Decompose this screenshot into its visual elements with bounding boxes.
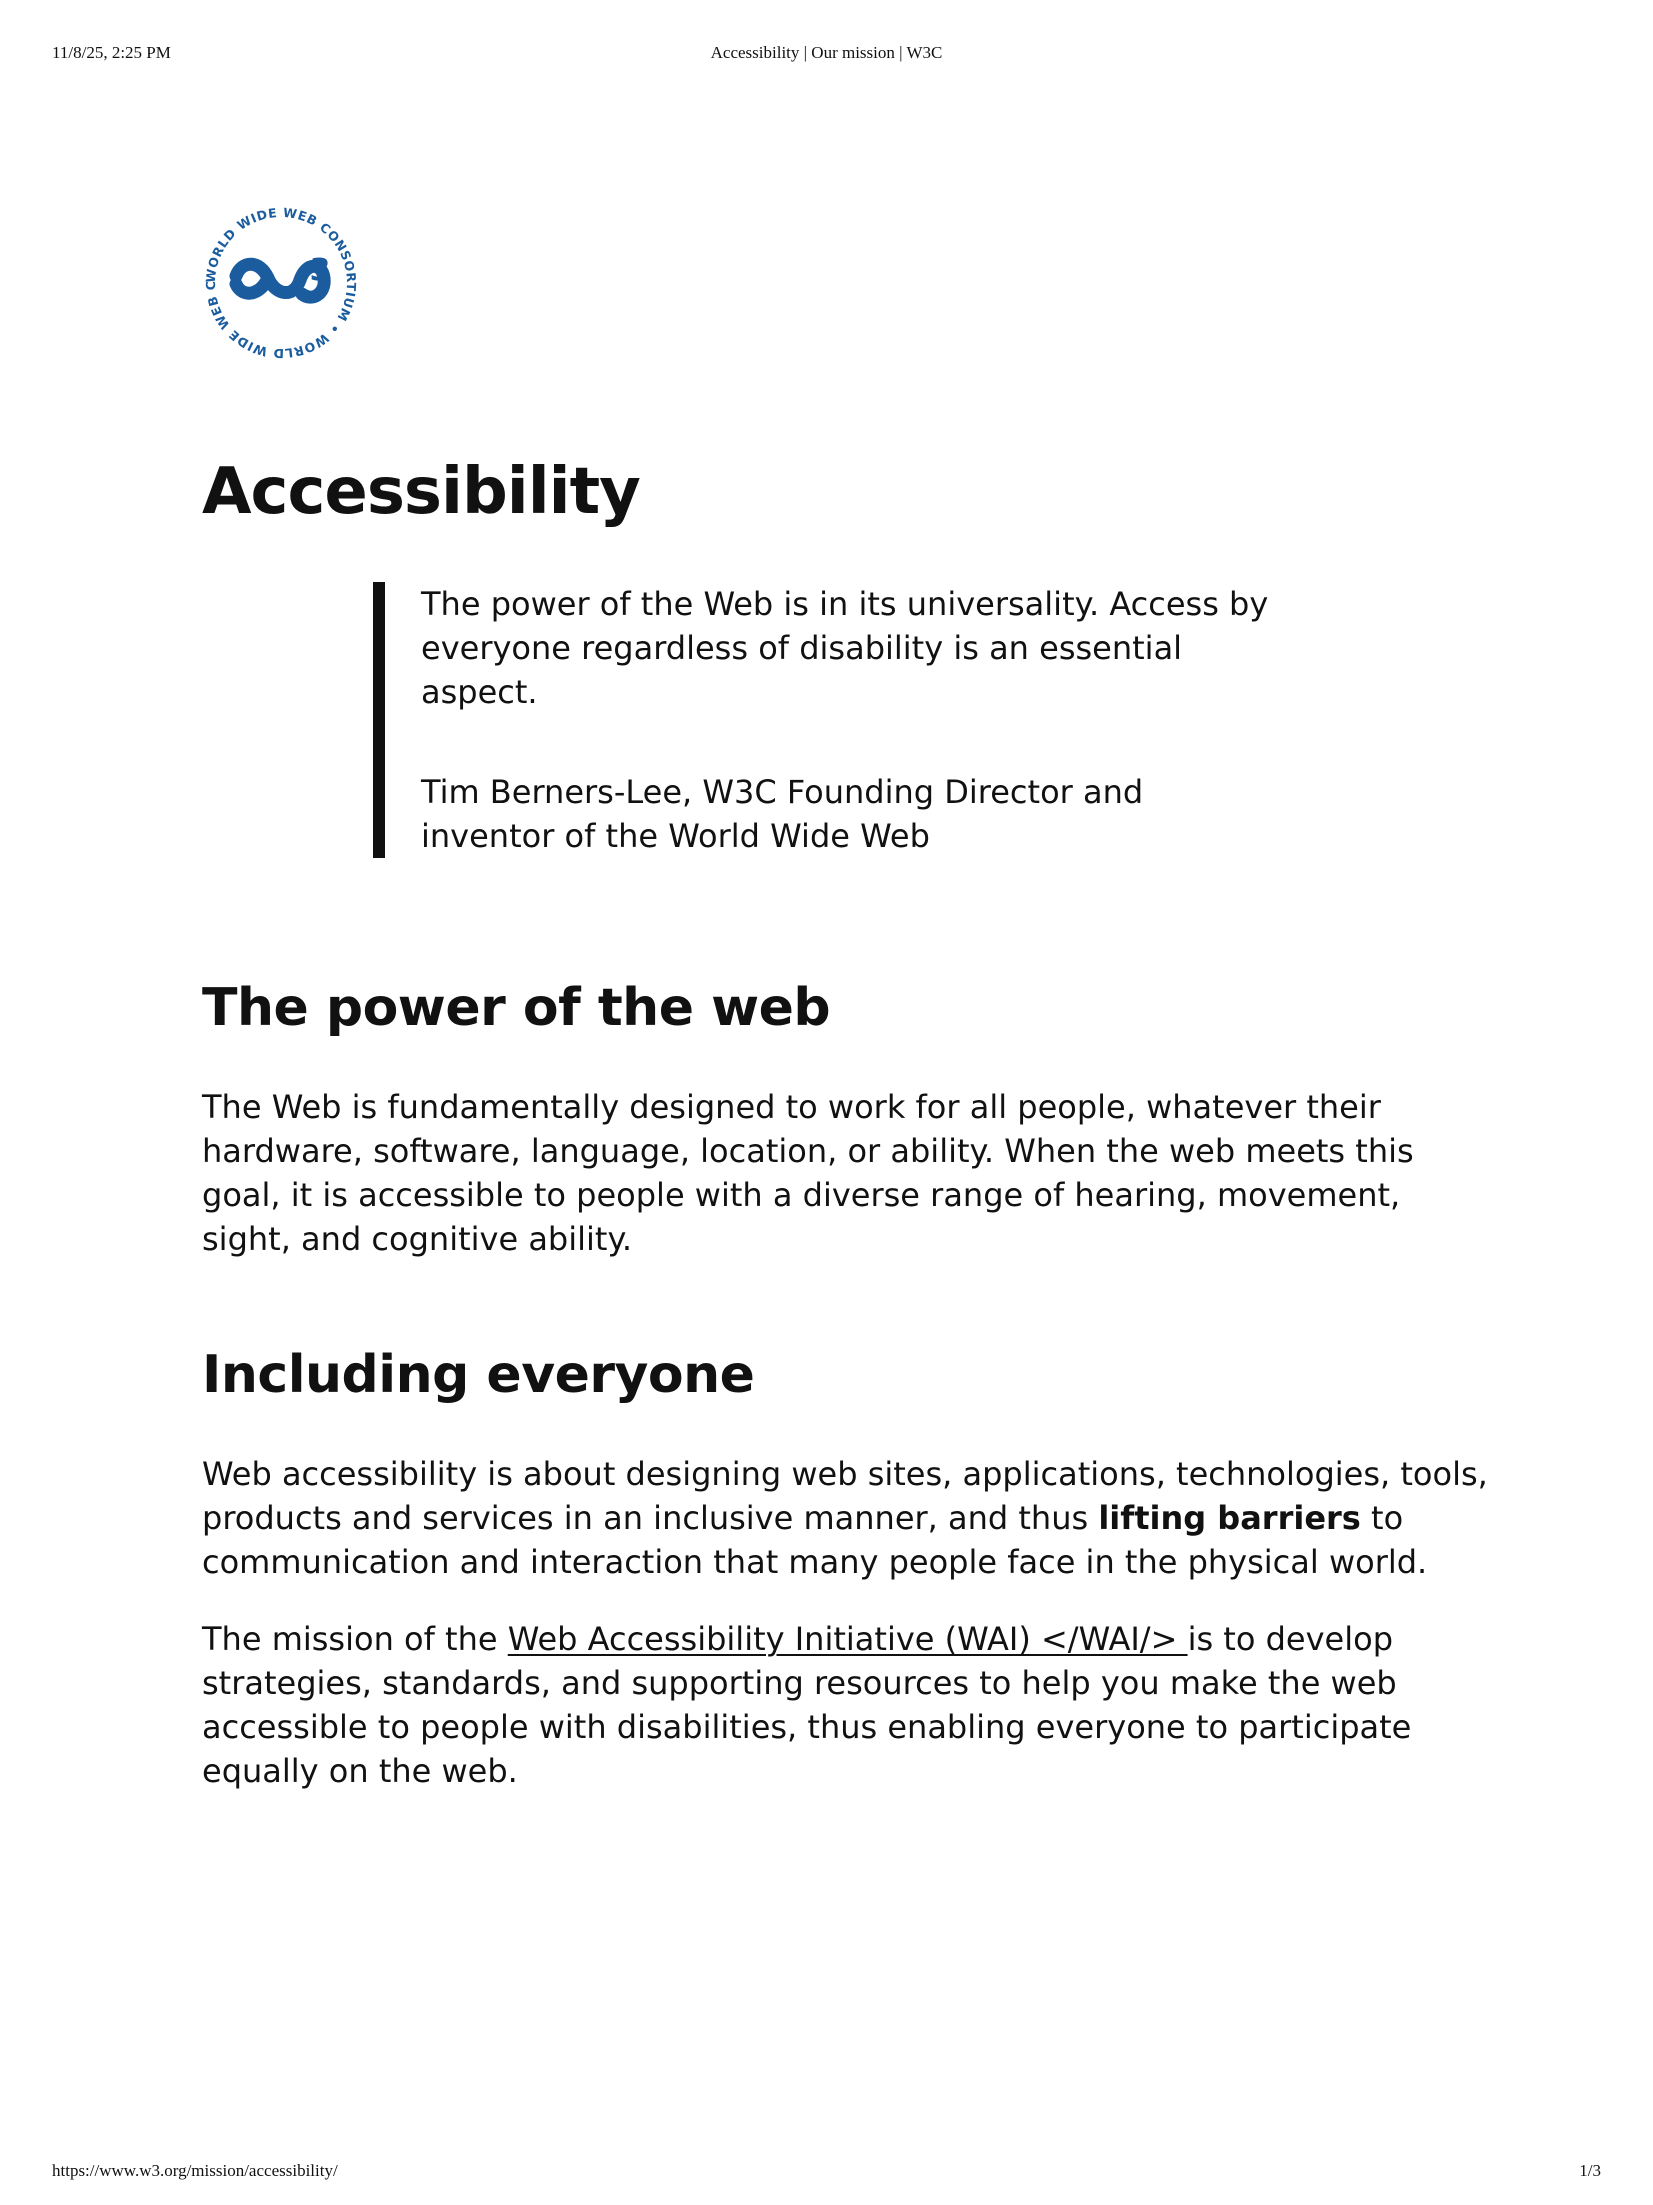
including-p1-before: Web accessibility is about designing web sites, applications, technologies, tools, products and services in an inclusive manner, and thus: [202, 1455, 1488, 1537]
print-url: https://www.w3.org/mission/accessibility/: [52, 2161, 338, 2180]
including-p2-before: The mission of the: [202, 1620, 508, 1658]
quote-cite: Tim Berners-Lee, W3C Founding Director and inventor of the World Wide Web: [421, 773, 1144, 855]
w3c-logo[interactable]: [196, 198, 366, 368]
including-p1-after: to communication and interaction that many people face in the physical world.: [202, 1499, 1428, 1581]
wai-link[interactable]: Web Accessibility Initiative (WAI) </WAI/>: [507, 1620, 1188, 1658]
power-paragraph: The Web is fundamentally designed to work for all people, whatever their hardware, software, language, location, or ability. When the web meets this goal, it is accessible to people with a diverse range of hearing, movement, sight, and cognitive ability.: [202, 1088, 1414, 1258]
including-paragraph-1: [202, 1452, 1492, 1584]
including-paragraph-2: [202, 1617, 1492, 1793]
founder-quote: [373, 582, 1285, 858]
lifting-barriers-text: lifting barriers: [1098, 1499, 1361, 1537]
quote-text: The power of the Web is in its universality. Access by everyone regardless of disability is an essential aspect.: [421, 585, 1269, 711]
print-datetime: 11/8/25, 2:25 PM: [52, 43, 171, 62]
page-title: Accessibility: [202, 455, 640, 529]
w3c-logo-icon: [196, 198, 366, 368]
print-page-number: 1/3: [1579, 2161, 1601, 2180]
logo-mark-3: 3: [309, 253, 331, 288]
heading-including-everyone: Including everyone: [202, 1345, 755, 1405]
heading-power-of-the-web: The power of the web: [202, 978, 831, 1038]
print-page-title: Accessibility | Our mission | W3C: [710, 43, 943, 62]
including-p2-after: is to develop strategies, standards, and supporting resources to help you make the web accessible to people with disabilities, thus enabling everyone to participate equally on the web.: [202, 1620, 1412, 1790]
logo-ring-text: WORLD WIDE WEB CONSORTIUM • WORLD WIDE WEB C: [202, 204, 360, 362]
